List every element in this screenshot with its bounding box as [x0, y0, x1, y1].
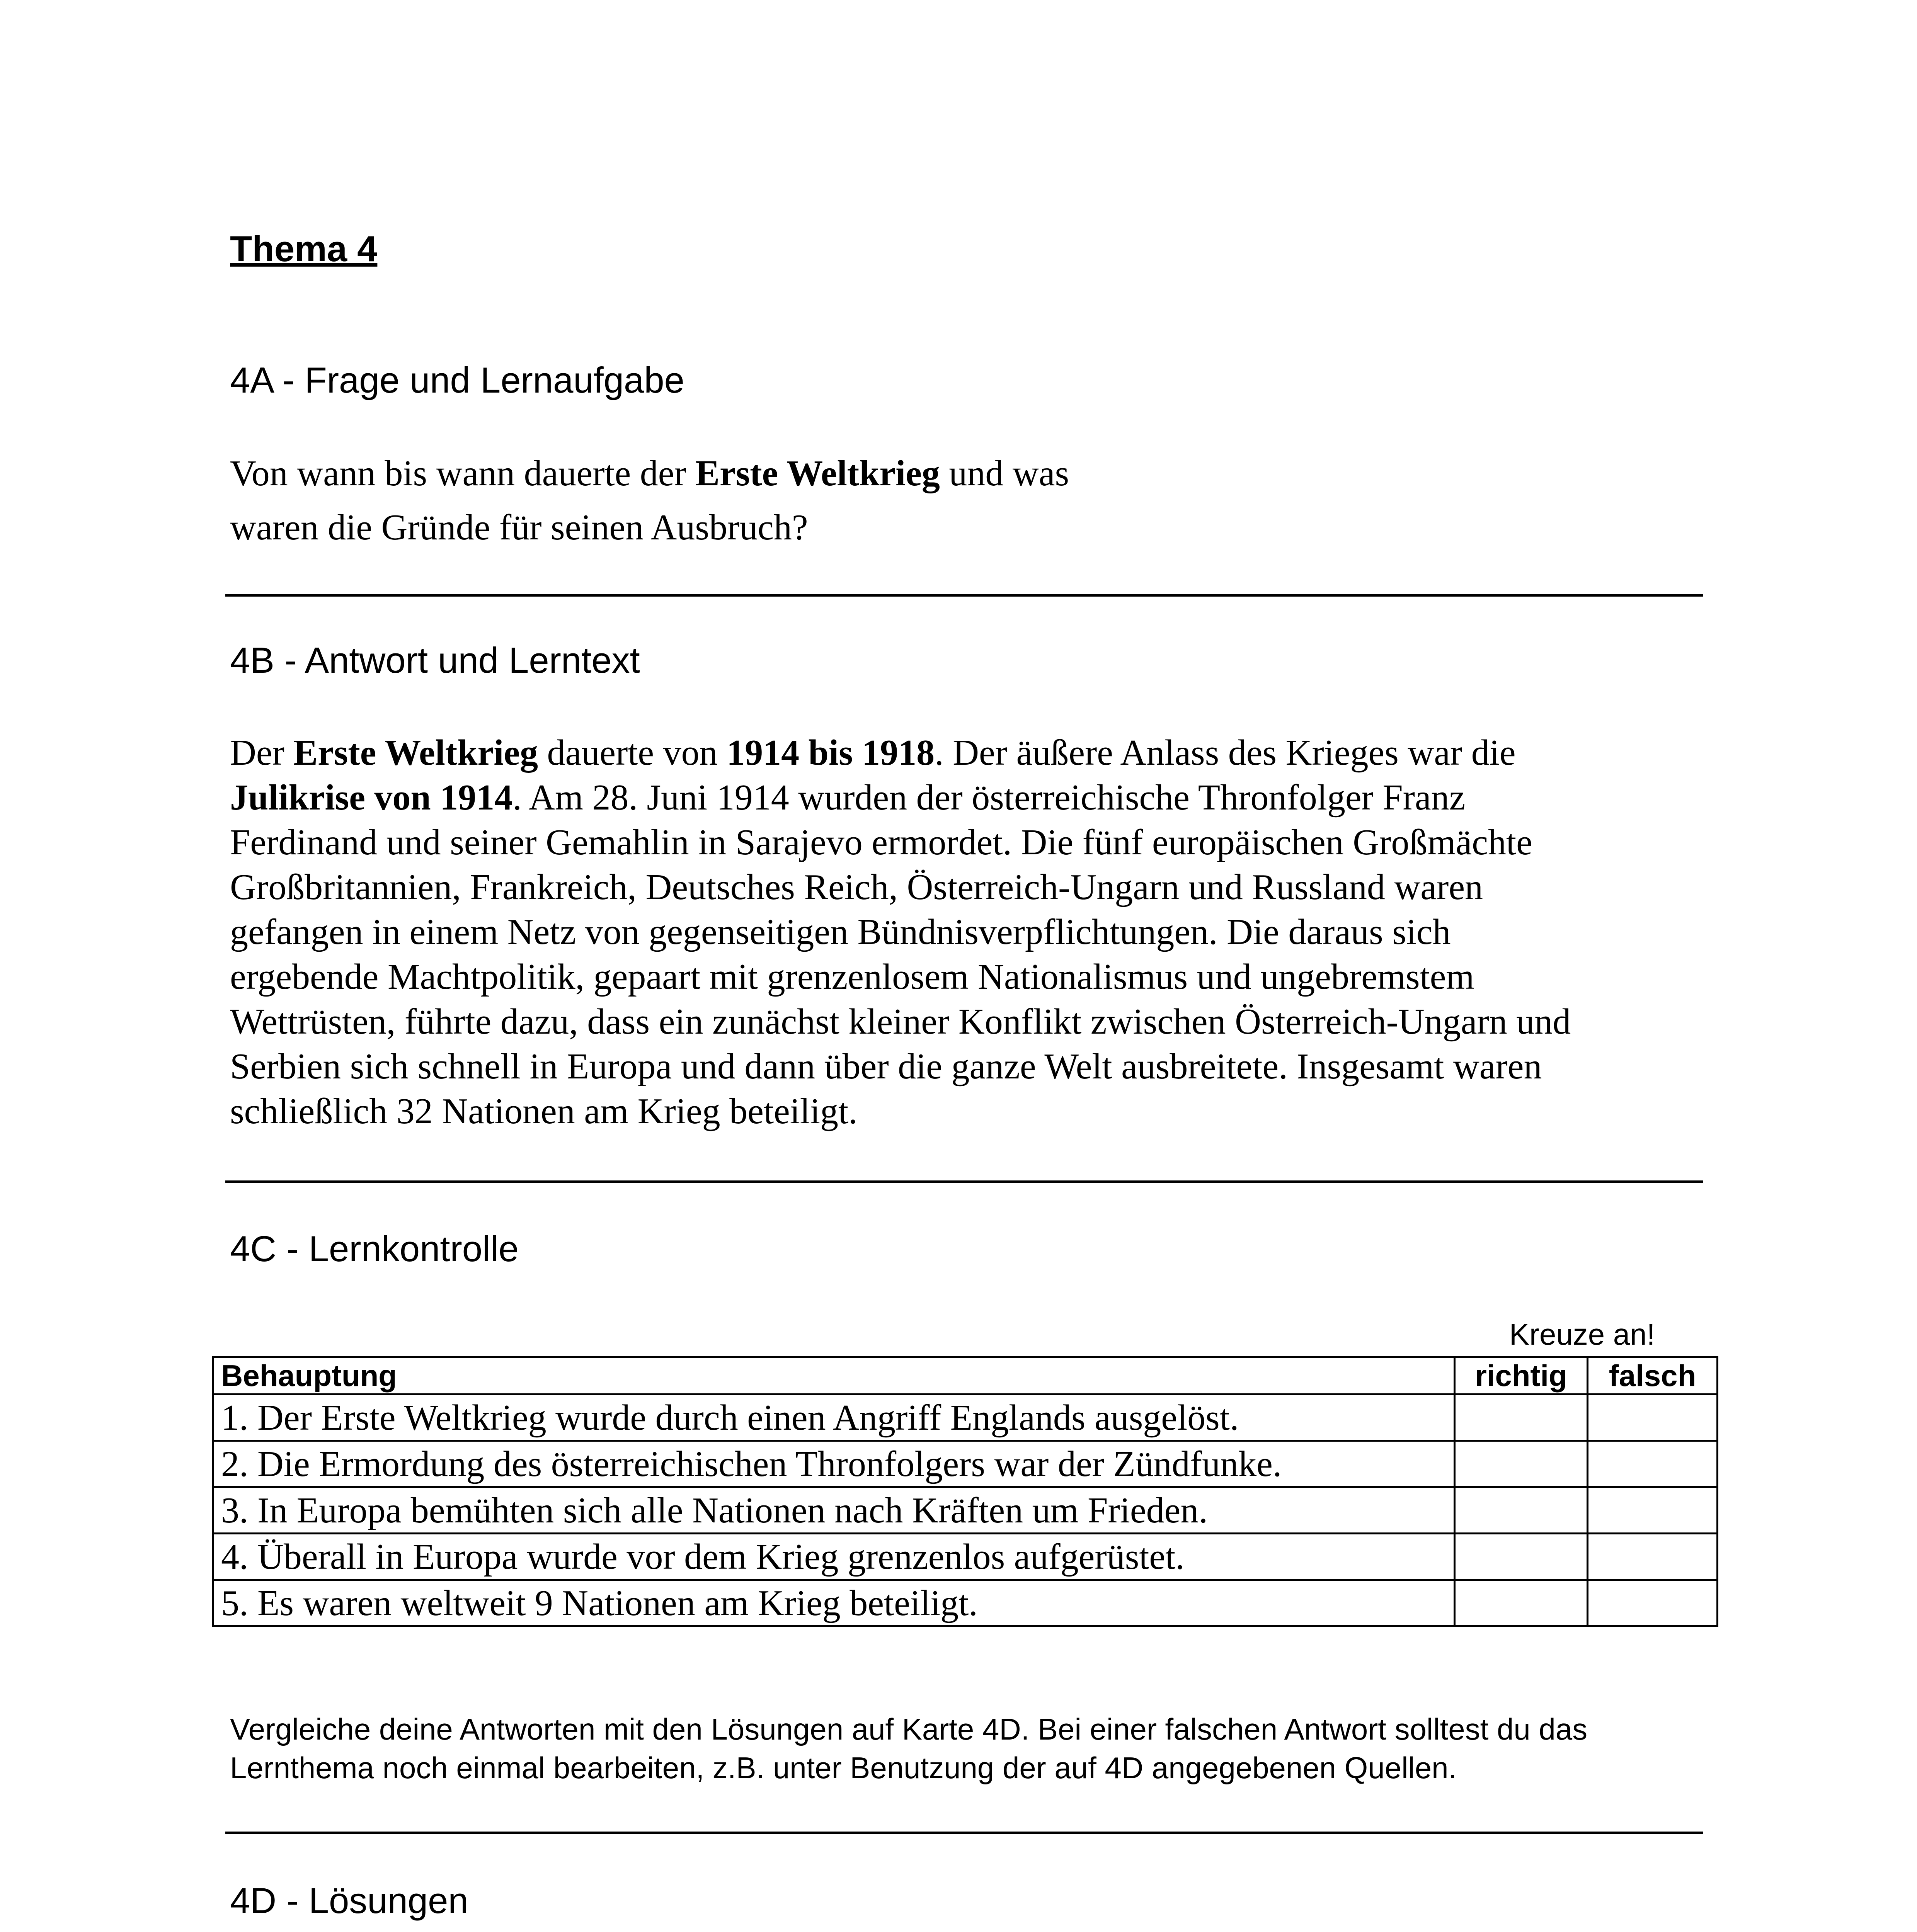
answer-text-line: Großbritannien, Frankreich, Deutsches Reich, Österreich-Ungarn und Russland waren [230, 867, 1483, 907]
answer-text-line: ergebende Machtpolitik, gepaart mit grenzenlosem Nationalismus und ungebremstem [230, 957, 1474, 997]
answer-keyword: Julikrise von 1914 [230, 777, 513, 818]
checkbox-cell-richtig[interactable] [1455, 1534, 1588, 1580]
checkbox-cell-richtig[interactable] [1455, 1487, 1588, 1534]
table-row [213, 1395, 1718, 1441]
answer-text-line: Ferdinand und seiner Gemahlin in Sarajevo ermordet. Die fünf europäischen Großmächte [230, 822, 1532, 862]
answer-text-line: schließlich 32 Nationen am Krieg beteiligt. [230, 1091, 858, 1131]
column-header-statement: Behauptung [213, 1357, 1455, 1395]
answer-text [230, 730, 1699, 1134]
column-header-richtig: richtig [1455, 1357, 1588, 1395]
answer-keyword: 1914 bis 1918 [727, 733, 935, 773]
divider [225, 1180, 1703, 1183]
answer-text-line: gefangen in einem Netz von gegenseitigen Bündnisverpflichtungen. Die daraus sich [230, 912, 1451, 952]
question-text-part: waren die Gründe für seinen Ausbruch? [230, 507, 808, 548]
section-4b-heading: 4B - Antwort und Lerntext [230, 640, 640, 680]
question-text-part: Von wann bis wann dauerte der [230, 453, 696, 493]
answer-text-line: Wettrüsten, führte dazu, dass ein zunächst kleiner Konflikt zwischen Österreich-Ungarn und [230, 1002, 1571, 1042]
checkbox-cell-falsch[interactable] [1588, 1487, 1718, 1534]
section-4c-heading: 4C - Lernkontrolle [230, 1228, 519, 1269]
quiz-table [212, 1356, 1718, 1627]
answer-text-part: Der [230, 733, 294, 773]
answer-keyword: Erste Weltkrieg [293, 733, 538, 773]
statement-cell: 3. In Europa bemühten sich alle Nationen nach Kräften um Frieden. [213, 1487, 1455, 1534]
divider [225, 594, 1703, 597]
checkbox-cell-richtig[interactable] [1455, 1441, 1588, 1487]
question-keyword: Erste Weltkrieg [695, 453, 940, 493]
question-text-part: und was [940, 453, 1069, 493]
table-row [213, 1534, 1718, 1580]
column-header-falsch: falsch [1588, 1357, 1718, 1395]
answer-text-line: Serbien sich schnell in Europa und dann über die ganze Welt ausbreitete. Insgesamt waren [230, 1046, 1542, 1087]
page-title: Thema 4 [230, 228, 378, 269]
checkbox-cell-falsch[interactable] [1588, 1441, 1718, 1487]
table-row [213, 1580, 1718, 1626]
table-header-row [213, 1357, 1718, 1395]
answer-text-part: . Der äußere Anlass des Krieges war die [935, 733, 1516, 773]
table-row [213, 1487, 1718, 1534]
section-4a-heading: 4A - Frage und Lernaufgabe [230, 360, 684, 400]
statement-cell: 4. Überall in Europa wurde vor dem Krieg grenzenlos aufgerüstet. [213, 1534, 1455, 1580]
checkbox-cell-falsch[interactable] [1588, 1534, 1718, 1580]
statement-cell: 5. Es waren weltweit 9 Nationen am Krieg beteiligt. [213, 1580, 1455, 1626]
checkbox-cell-falsch[interactable] [1588, 1580, 1718, 1626]
divider [225, 1832, 1703, 1834]
section-4d-heading: 4D - Lösungen [230, 1880, 468, 1921]
answer-text-part: . Am 28. Juni 1914 wurden der österreichische Thronfolger Franz [512, 777, 1466, 818]
note-line: Vergleiche deine Antworten mit den Lösungen auf Karte 4D. Bei einer falschen Antwort solltest du das [230, 1712, 1588, 1746]
checkbox-cell-richtig[interactable] [1455, 1395, 1588, 1441]
instructions-note [230, 1710, 1718, 1787]
question-text [230, 446, 1389, 554]
statement-cell: 1. Der Erste Weltkrieg wurde durch einen Angriff Englands ausgelöst. [213, 1395, 1455, 1441]
checkbox-cell-richtig[interactable] [1455, 1580, 1588, 1626]
note-line: Lernthema noch einmal bearbeiten, z.B. unter Benutzung der auf 4D angegebenen Quellen. [230, 1751, 1457, 1785]
checkbox-cell-falsch[interactable] [1588, 1395, 1718, 1441]
instruction-text: Kreuze an! [1509, 1317, 1655, 1351]
statement-cell: 2. Die Ermordung des österreichischen Thronfolgers war der Zündfunke. [213, 1441, 1455, 1487]
table-row [213, 1441, 1718, 1487]
answer-text-part: dauerte von [538, 733, 727, 773]
